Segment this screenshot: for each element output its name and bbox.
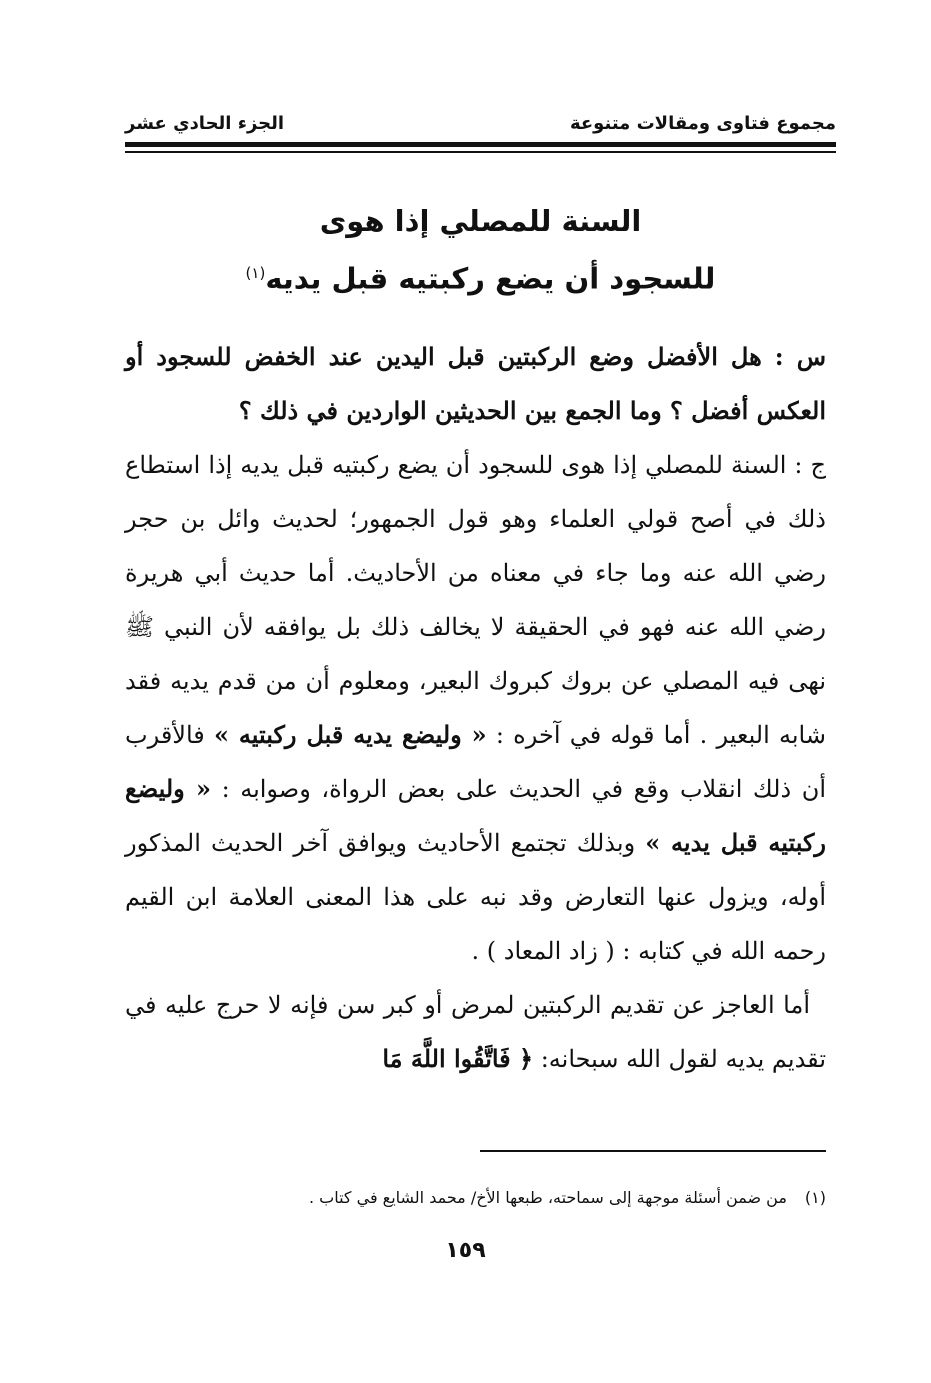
volume-label: الجزء الحادي عشر — [125, 112, 285, 134]
header-rule-thick — [125, 142, 836, 147]
answer-part-1: ج : السنة للمصلي إذا هوى للسجود أن يضع ركبتيه قبل يديه إذا استطاع ذلك في أصح قولي العلماء وهو قول الجمهور؛ لحديث وائل بن حجر رضي الله عنه وما جاء في معناه من الأحاديث. أما حديث أبي هريرة رضي الله عنه فهو في الحقيقة لا يخالف ذلك بل يوافقه لأن النبي ﷺ نهى فيه المصلي عن بروك كبروك البعير، ومعلوم أن من قدم يديه فقد شابه البعير . أما قوله في آخره : — [125, 451, 826, 749]
page-number: ١٥٩ — [445, 1238, 486, 1263]
title-line-2 — [140, 247, 821, 305]
footnote-rule — [480, 1150, 826, 1152]
section-title — [140, 195, 821, 305]
hadith-quote-1: « وليضع يديه قبل ركبتيه » — [213, 720, 487, 749]
running-header — [125, 106, 836, 140]
header-rule-thin — [125, 151, 836, 153]
verse-fragment: ﴿ فَاتَّقُوا اللَّهَ مَا — [382, 1044, 534, 1073]
footnote-number: (١) — [804, 1188, 826, 1207]
title-line-1: السنة للمصلي إذا هوى — [319, 204, 642, 238]
answer-part-2: فالأقرب أن ذلك انقلاب وقع في الحديث على بعض الرواة، وصوابه : — [125, 721, 826, 803]
hadith-quote-2: « وليضع ركبتيه قبل يديه » — [125, 774, 826, 857]
answer-paragraph — [125, 438, 826, 978]
second-paragraph — [125, 978, 826, 1086]
footnote-text: من ضمن أسئلة موجهة إلى سماحته، طبعها الأخ/ محمد الشايع في كتاب . — [308, 1188, 787, 1207]
answer-part-3: وبذلك تجتمع الأحاديث ويوافق آخر الحديث المذكور أوله، ويزول عنها التعارض وقد نبه على هذا المعنى العلامة ابن القيم رحمه الله في كتابه : ( زاد المعاد ) . — [125, 829, 826, 965]
footnote-marker[interactable]: (١) — [245, 264, 266, 282]
question-paragraph: س : هل الأفضل وضع الركبتين قبل اليدين عند الخفض للسجود أو العكس أفضل ؟ وما الجمع بين الحديثين الواردين في ذلك ؟ — [125, 342, 826, 425]
book-title: مجموع فتاوى ومقالات متنوعة — [569, 112, 836, 134]
body-text — [125, 330, 826, 1086]
footnote — [125, 1185, 826, 1211]
title-line-2-text: للسجود أن يضع ركبتيه قبل يديه — [265, 261, 716, 296]
second-paragraph-text: أما العاجز عن تقديم الركبتين لمرض أو كبر سن فإنه لا حرج عليه في تقديم يديه لقول الله سبحانه: — [125, 991, 826, 1073]
